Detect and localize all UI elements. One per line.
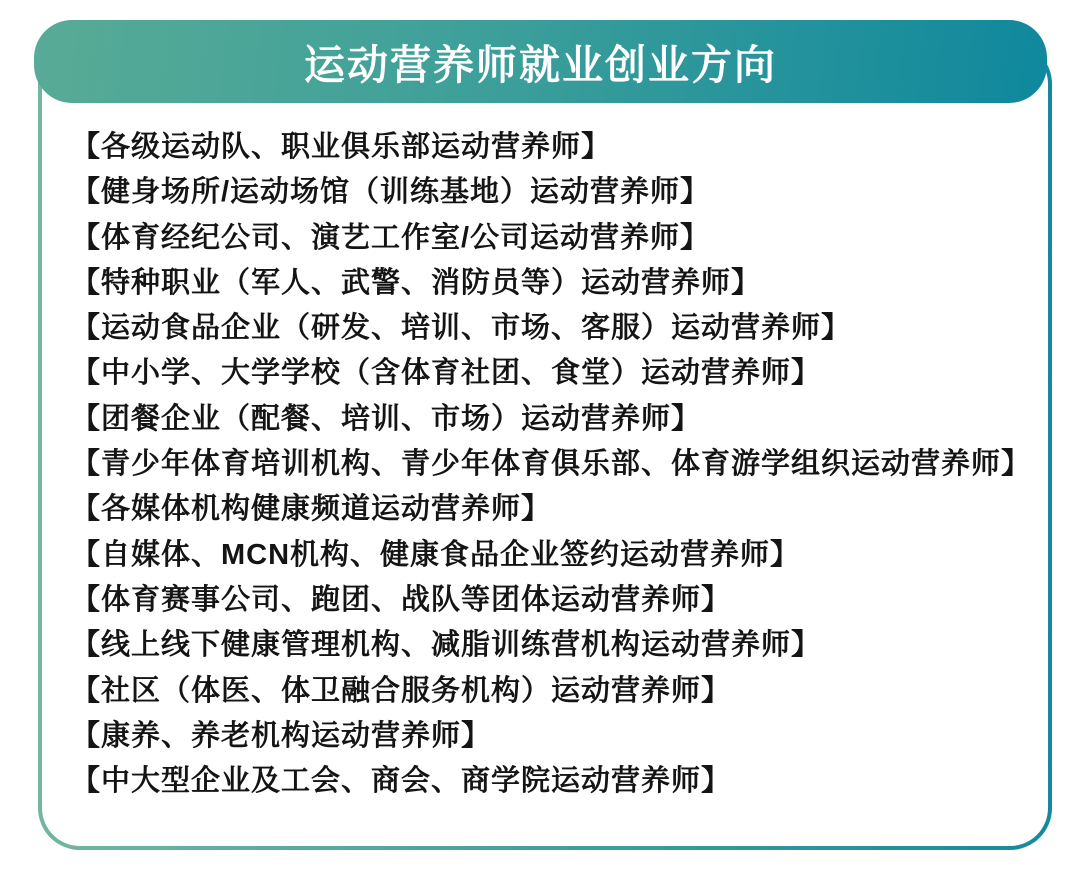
list-item: 【社区（体医、体卫融合服务机构）运动营养师】 [71, 674, 732, 707]
header-banner [34, 20, 1047, 103]
list-item: 【青少年体育培训机构、青少年体育俱乐部、体育游学组织运动营养师】 [71, 448, 1032, 481]
list-item: 【团餐企业（配餐、培训、市场）运动营养师】 [71, 402, 702, 435]
career-direction-list [71, 125, 1031, 804]
list-item: 【中大型企业及工会、商会、商学院运动营养师】 [71, 765, 732, 798]
list-item: 【健身场所/运动场馆（训练基地）运动营养师】 [71, 176, 711, 209]
page-title: 运动营养师就业创业方向 [304, 42, 777, 88]
list-item: 【康养、养老机构运动营养师】 [71, 719, 492, 752]
list-item: 【中小学、大学学校（含体育社团、食堂）运动营养师】 [71, 357, 822, 390]
list-item: 【运动食品企业（研发、培训、市场、客服）运动营养师】 [71, 312, 852, 345]
list-item: 【各级运动队、职业俱乐部运动营养师】 [71, 131, 612, 163]
list-item: 【线上线下健康管理机构、减脂训练营机构运动营养师】 [71, 629, 822, 662]
list-item: 【各媒体机构健康频道运动营养师】 [71, 493, 552, 526]
list-item: 【体育经纪公司、演艺工作室/公司运动营养师】 [71, 221, 711, 254]
list-item: 【体育赛事公司、跑团、战队等团体运动营养师】 [71, 583, 732, 616]
list-item: 【特种职业（军人、武警、消防员等）运动营养师】 [71, 266, 762, 299]
list-item: 【自媒体、MCN机构、健康食品企业签约运动营养师】 [71, 538, 801, 571]
